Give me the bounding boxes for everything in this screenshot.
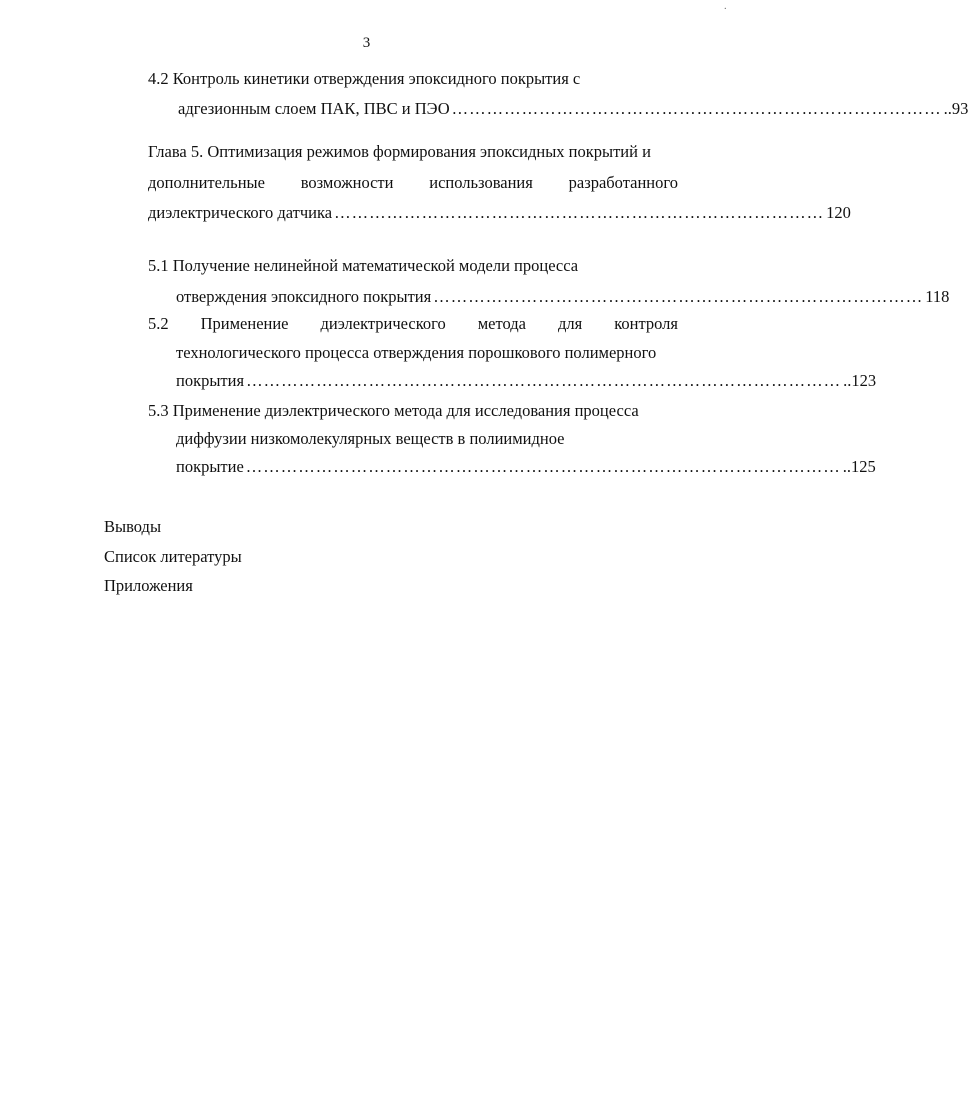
toc-5-3-entry[interactable] bbox=[176, 457, 876, 477]
toc-chapter-5-page: 120 bbox=[826, 203, 851, 222]
word: разработанного bbox=[568, 173, 678, 192]
word: 5.2 bbox=[148, 314, 169, 333]
toc-chapter-5-line1: Глава 5. Оптимизация режимов формирования эпоксидных покрытий и bbox=[148, 142, 651, 161]
toc-chapter-5-line3: диэлектрического датчика bbox=[148, 203, 333, 222]
toc-5-3-page: ..125 bbox=[842, 457, 876, 476]
toc-5-2-page: ..123 bbox=[843, 371, 877, 390]
leader-dots: ………………………………………………………………………………………… bbox=[246, 371, 842, 390]
toc-4-2-page: ..93 bbox=[943, 99, 968, 118]
word: Применение bbox=[200, 314, 289, 333]
toc-5-1-line2: отверждения эпоксидного покрытия bbox=[176, 287, 432, 306]
toc-chapter-5-entry[interactable] bbox=[148, 203, 851, 223]
toc-5-2-line2: технологического процесса отверждения порошкового полимерного bbox=[176, 343, 657, 362]
toc-references[interactable]: Список литературы bbox=[104, 547, 242, 566]
word: диэлектрического bbox=[320, 314, 446, 333]
toc-conclusions[interactable]: Выводы bbox=[104, 517, 162, 536]
toc-5-1-page: 118 bbox=[925, 287, 950, 306]
leader-dots: ………………………………………………………………………………………… bbox=[245, 457, 841, 476]
toc-5-3-line2: диффузии низкомолекулярных веществ в полиимидное bbox=[176, 429, 565, 448]
toc-5-1-line1: 5.1 Получение нелинейной математической модели процесса bbox=[148, 256, 579, 275]
toc-5-3-line1: 5.3 Применение диэлектрического метода для исследования процесса bbox=[148, 401, 639, 420]
toc-4-2-entry[interactable] bbox=[178, 99, 968, 119]
toc-5-2-entry[interactable] bbox=[176, 371, 877, 391]
word: возможности bbox=[300, 173, 394, 192]
leader-dots: ………………………………………………………………………… bbox=[334, 203, 825, 222]
toc-5-2-line1 bbox=[148, 314, 678, 334]
page-number: 3 bbox=[362, 35, 371, 51]
toc-4-2-title-line1: 4.2 Контроль кинетики отверждения эпоксидного покрытия с bbox=[148, 69, 581, 88]
word: метода bbox=[477, 314, 526, 333]
toc-4-2-title-line2: адгезионным слоем ПАК, ПВС и ПЭО bbox=[178, 99, 450, 118]
toc-5-3-line3: покрытие bbox=[176, 457, 244, 476]
word: дополнительные bbox=[148, 173, 265, 192]
word: для bbox=[557, 314, 583, 333]
toc-appendices[interactable]: Приложения bbox=[104, 576, 193, 595]
word: контроля bbox=[614, 314, 678, 333]
word: использования bbox=[429, 173, 533, 192]
scan-mark: · bbox=[723, 4, 727, 15]
leader-dots: ………………………………………………………………………… bbox=[433, 287, 924, 306]
toc-chapter-5-line2 bbox=[148, 173, 678, 193]
toc-5-2-line3: покрытия bbox=[176, 371, 245, 390]
toc-5-1-entry[interactable] bbox=[176, 287, 950, 307]
leader-dots: ………………………………………………………………………… bbox=[451, 99, 942, 118]
